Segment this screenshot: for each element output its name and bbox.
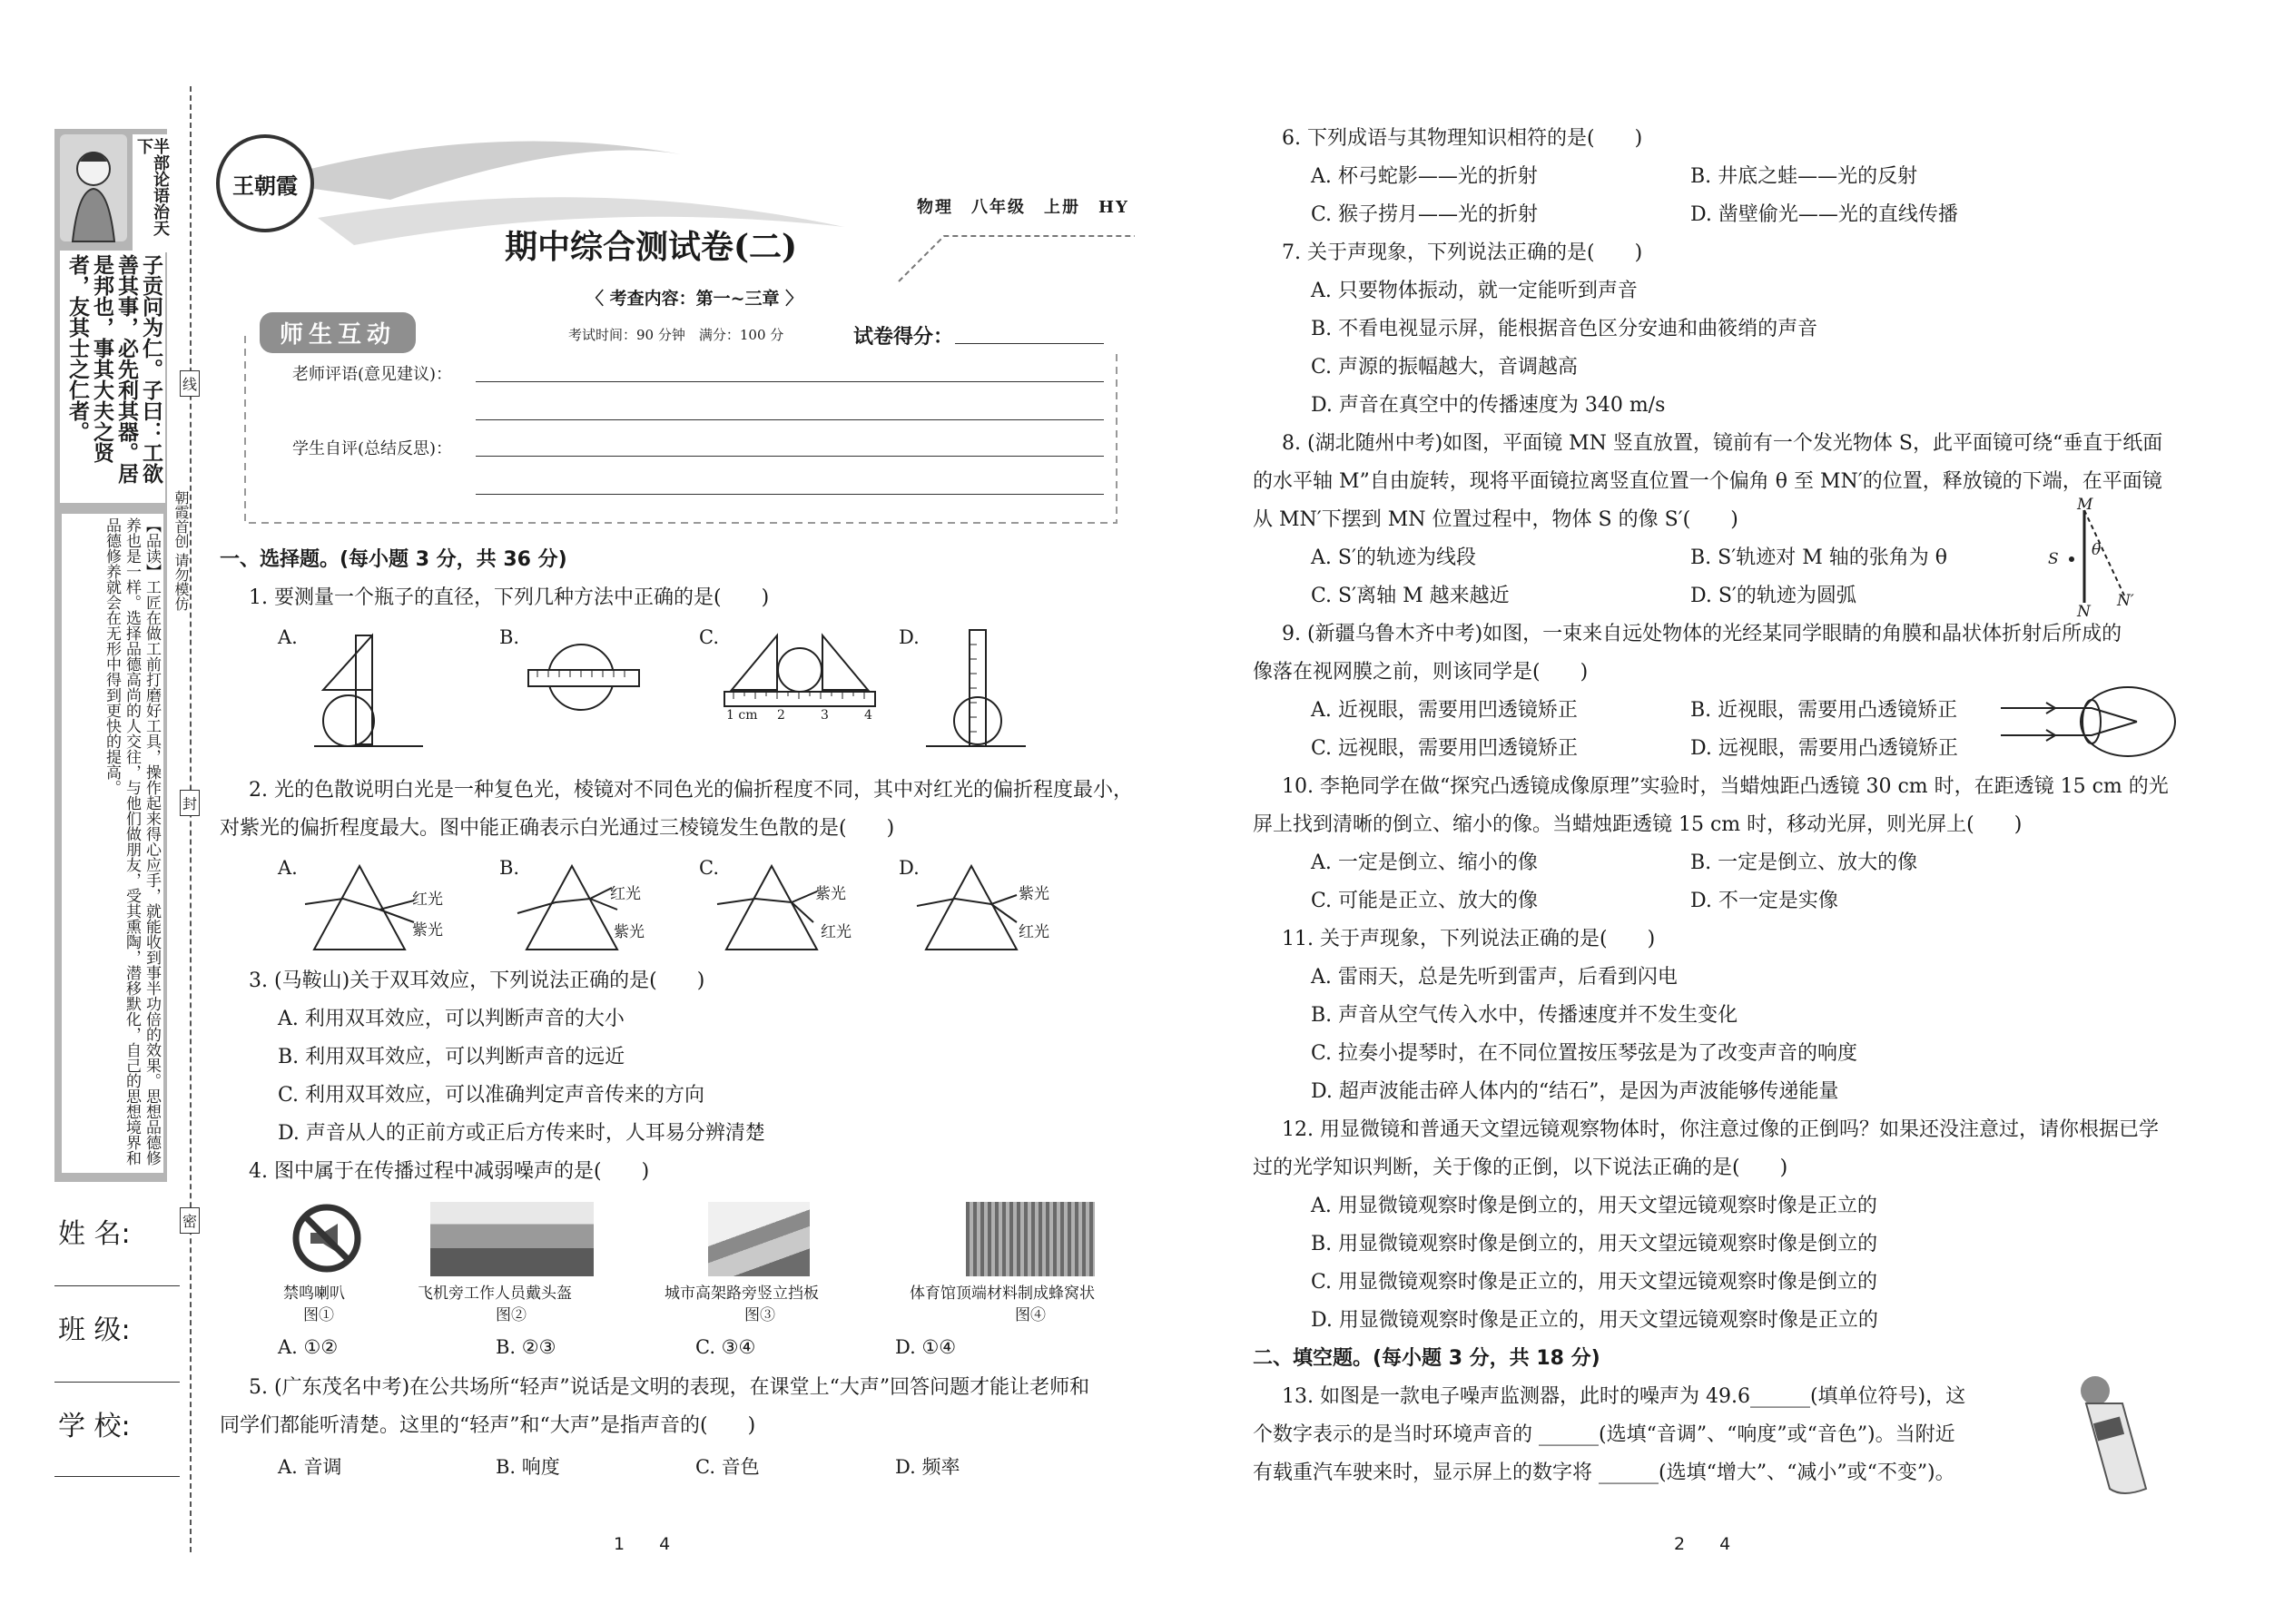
q4-option-a[interactable]: A. ①② [278, 1336, 339, 1358]
q6-option-a[interactable]: A. 杯弓蛇影——光的折射 [1311, 165, 1538, 188]
q4-caption-3: 城市高架路旁竖立挡板 [665, 1284, 819, 1303]
question-5-line-1: 5. (广东茂名中考)在公共场所“轻声”说话是文明的表现，在课堂上“大声”回答问题才能让老师和 [249, 1376, 1090, 1399]
question-8-line-1: 8. (湖北随州中考)如图，平面镜 MN 竖直放置，镜前有一个发光物体 S，此平面镜可绕“垂直于纸面 [1282, 432, 2163, 455]
q1-figure-a [314, 626, 432, 753]
q4-fig-1: 图① [303, 1306, 334, 1324]
q4-caption-1: 禁鸣喇叭 [283, 1284, 345, 1303]
portrait-icon [60, 134, 127, 241]
margin-note: 朝霞首创 请勿模仿 [172, 490, 190, 612]
q5-option-d[interactable]: D. 频率 [895, 1456, 960, 1478]
q3-option-d[interactable]: D. 声音从人的正前方或正后方传来时，人耳易分辨清楚 [278, 1122, 765, 1145]
ruler-label-3: 3 [821, 708, 829, 723]
q11-option-d[interactable]: D. 超声波能击碎人体内的“结石”，是因为声波能够传递能量 [1311, 1080, 1839, 1103]
q2-b-label-1: 红光 [610, 885, 641, 903]
page-number-left: 1 4 [614, 1534, 671, 1554]
class-field[interactable] [54, 1382, 180, 1383]
q2-b-label-2: 紫光 [614, 923, 645, 941]
q9-option-c[interactable]: C. 远视眼，需要用凹透镜矫正 [1311, 737, 1579, 760]
ruler-label-1: 1 cm [726, 708, 758, 723]
teacher-comment-label: 老师评语(意见建议)： [292, 365, 453, 384]
q8-option-c[interactable]: C. S′离轴 M 越来越近 [1311, 585, 1510, 607]
question-2-line-2: 对紫光的偏折程度最大。图中能正确表示白光通过三棱镜发生色散的是( ) [220, 817, 895, 840]
question-3: 3. (马鞍山)关于双耳效应，下列说法正确的是( ) [249, 969, 705, 992]
question-1: 1. 要测量一个瓶子的直径，下列几种方法中正确的是( ) [249, 586, 770, 609]
q2-prism-d [917, 862, 1080, 953]
q2-c-label-1: 紫光 [815, 885, 846, 903]
q8-option-b[interactable]: B. S′轨迹对 M 轴的张角为 θ [1690, 546, 1947, 569]
q4-fig-4: 图④ [1015, 1306, 1046, 1324]
q2-option-d[interactable]: D. [899, 857, 920, 879]
q1-option-b[interactable]: B. [499, 626, 520, 648]
q4-option-c[interactable]: C. ③④ [695, 1336, 756, 1358]
q6-option-b[interactable]: B. 井底之蛙——光的反射 [1690, 165, 1918, 188]
q2-a-label-2: 紫光 [412, 921, 443, 940]
section-fill-heading: 二、填空题。(每小题 3 分，共 18 分) [1253, 1347, 1600, 1370]
q12-option-d[interactable]: D. 用显微镜观察时像是正立的，用天文望远镜观察时像是正立的 [1311, 1309, 1878, 1332]
eye-figure [2001, 681, 2182, 763]
q4-option-b[interactable]: B. ②③ [496, 1336, 556, 1358]
question-6: 6. 下列成语与其物理知识相符的是( ) [1282, 127, 1643, 150]
q2-d-label-1: 紫光 [1019, 885, 1049, 903]
q8-mirror-figure [2061, 505, 2170, 614]
q8-label-n-prime: N′ [2117, 592, 2134, 610]
q2-prism-c [717, 862, 881, 953]
question-2-line-1: 2. 光的色散说明白光是一种复色光，棱镜对不同色光的偏折程度不同，其中对红光的偏折程度最小， [249, 779, 1133, 802]
confucius-portrait [60, 134, 127, 241]
noise-meter-icon [2059, 1371, 2159, 1498]
page-number-right: 2 4 [1674, 1534, 1731, 1554]
question-11: 11. 关于声现象，下列说法正确的是( ) [1282, 928, 1656, 950]
page-title: 期中综合测试卷(二) [505, 228, 798, 266]
q4-caption-2: 飞机旁工作人员戴头盔 [418, 1284, 572, 1303]
q12-option-a[interactable]: A. 用显微镜观察时像是倒立的，用天文望远镜观察时像是正立的 [1311, 1195, 1877, 1217]
question-8-line-3: 从 MN′下摆到 MN 位置过程中，物体 S 的像 S′( ) [1253, 508, 1738, 531]
q10-option-c[interactable]: C. 可能是正立、放大的像 [1311, 890, 1539, 912]
class-label: 班 级: [58, 1314, 131, 1346]
q2-option-b[interactable]: B. [499, 857, 520, 879]
no-horn-icon [290, 1202, 363, 1275]
q9-option-a[interactable]: A. 近视眼，需要用凹透镜矫正 [1311, 699, 1578, 722]
q9-option-b[interactable]: B. 近视眼，需要用凸透镜矫正 [1690, 699, 1958, 722]
q1-option-d[interactable]: D. [899, 626, 920, 648]
q2-option-a[interactable]: A. [278, 857, 298, 879]
section-choice-heading: 一、选择题。(每小题 3 分，共 36 分) [220, 548, 567, 571]
q11-option-a[interactable]: A. 雷雨天，总是先听到雷声，后看到闪电 [1311, 966, 1678, 989]
exam-scope: 〈 考查内容：第一~三章 〉 [586, 289, 803, 309]
brand-name: 王朝霞 [232, 172, 298, 199]
question-13-line-1: 13. 如图是一款电子噪声监测器，此时的噪声为 49.6______(填单位符号)，这 [1282, 1385, 1966, 1408]
q9-option-d[interactable]: D. 远视眼，需要用凸透镜矫正 [1690, 737, 1958, 760]
q11-option-c[interactable]: C. 拉奏小提琴时，在不同位置按压琴弦是为了改变声音的响度 [1311, 1042, 1858, 1065]
cut-mark-3: 密 [180, 1207, 200, 1234]
q8-label-m: M [2077, 496, 2093, 514]
question-9-line-1: 9. (新疆乌鲁木齐中考)如图，一束来自远处物体的光经某同学眼睛的角膜和晶状体折射后所成的 [1282, 623, 2122, 645]
q1-option-a[interactable]: A. [278, 626, 298, 648]
q1-figure-b [527, 635, 645, 726]
q3-option-c[interactable]: C. 利用双耳效应，可以准确判定声音传来的方向 [278, 1084, 705, 1107]
q4-fig-2: 图② [496, 1306, 527, 1324]
cut-line [190, 86, 192, 1552]
q8-label-theta: θ [2092, 541, 2102, 559]
question-13-line-3: 有载重汽车驶来时，显示屏上的数字将 ______(选填“增大”、“减小”或“不变”)。 [1253, 1462, 1955, 1484]
photo-stadium-roof [966, 1202, 1095, 1276]
question-10-line-2: 屏上找到清晰的倒立、缩小的像。当蜡烛距透镜 15 cm 时，移动光屏，则光屏上( ) [1253, 813, 2023, 836]
school-label: 学 校: [58, 1411, 131, 1442]
question-4: 4. 图中属于在传播过程中减弱噪声的是( ) [249, 1160, 650, 1183]
q12-option-b[interactable]: B. 用显微镜观察时像是倒立的，用天文望远镜观察时像是倒立的 [1311, 1233, 1878, 1255]
q10-option-d[interactable]: D. 不一定是实像 [1690, 890, 1838, 912]
q3-option-a[interactable]: A. 利用双耳效应，可以判断声音的大小 [278, 1008, 625, 1030]
q7-option-a[interactable]: A. 只要物体振动，就一定能听到声音 [1311, 280, 1638, 302]
ruler-label-2: 2 [777, 708, 785, 723]
q11-option-b[interactable]: B. 声音从空气传入水中，传播速度并不发生变化 [1311, 1004, 1738, 1027]
ruler-label-4: 4 [864, 708, 872, 723]
question-10-line-1: 10. 李艳同学在做“探究凸透镜成像原理”实验时，当蜡烛距凸透镜 30 cm 时，在距透镜 15 cm 的光 [1282, 775, 2169, 798]
q12-option-c[interactable]: C. 用显微镜观察时像是正立的，用天文望远镜观察时像是倒立的 [1311, 1271, 1878, 1294]
q4-fig-3: 图③ [744, 1306, 775, 1324]
q3-option-b[interactable]: B. 利用双耳效应，可以判断声音的远近 [278, 1046, 625, 1068]
header-frame [245, 336, 1135, 523]
q5-option-b[interactable]: B. 响度 [496, 1456, 560, 1478]
q4-caption-4: 体育馆顶端材料制成蜂窝状 [910, 1284, 1095, 1303]
q2-c-label-2: 红光 [821, 923, 852, 941]
exam-info: 考试时间：90 分钟 满分：100 分 [568, 327, 784, 343]
q8-label-n: N [2077, 603, 2091, 621]
q2-prism-b [517, 862, 681, 953]
q7-option-c[interactable]: C. 声源的振幅越大，音调越高 [1311, 356, 1579, 379]
student-comment-label: 学生自评(总结反思)： [292, 439, 453, 458]
q8-option-a[interactable]: A. S′的轨迹为线段 [1311, 546, 1476, 569]
q2-prism-a [305, 862, 468, 953]
photo-highway-barrier [708, 1202, 810, 1276]
q7-option-d[interactable]: D. 声音在真空中的传播速度为 340 m/s [1311, 394, 1666, 417]
subject-tag: 物理 八年级 上册 HY [917, 198, 1129, 217]
q2-d-label-2: 红光 [1019, 923, 1049, 941]
question-9-line-2: 像落在视网膜之前，则该同学是( ) [1253, 661, 1589, 684]
question-8-line-2: 的水平轴 M”自由旋转，现将平面镜拉离竖直位置一个偏角 θ 至 MN′的位置，释放镜的下端，在平面镜 [1253, 470, 2162, 493]
q2-a-label-1: 红光 [412, 891, 443, 909]
school-field[interactable] [54, 1476, 180, 1477]
q8-option-d[interactable]: D. S′的轨迹为圆弧 [1690, 585, 1856, 607]
score-label: 试卷得分： [853, 325, 954, 349]
cut-mark-2: 封 [180, 790, 200, 816]
q6-option-d[interactable]: D. 凿壁偷光——光的直线传播 [1690, 203, 1958, 226]
motto-title: 半部论语治天下 [133, 134, 171, 252]
cut-mark-1: 线 [180, 370, 200, 397]
question-13-line-2: 个数字表示的是当时环境声音的 ______(选填“音调”、“响度”或“音色”)。当附近 [1253, 1423, 1955, 1446]
photo-airport-worker [430, 1202, 594, 1276]
q7-option-b[interactable]: B. 不看电视显示屏，能根据音色区分安迪和曲筱绡的声音 [1311, 318, 1818, 340]
name-field[interactable] [54, 1285, 180, 1286]
q6-option-c[interactable]: C. 猴子捞月——光的折射 [1311, 203, 1539, 226]
q1-option-c[interactable]: C. [699, 626, 719, 648]
question-12-line-2: 过的光学知识判断，关于像的正倒，以下说法正确的是( ) [1253, 1156, 1788, 1179]
q2-option-c[interactable]: C. [699, 857, 719, 879]
quote-commentary: 【品读】工匠在做工前打磨好工具，操作起来得心应手，就能收到事半功倍的效果。思想品德修养也是一样。选择品德高尚的人交往，与他们做朋友，受其熏陶，潜移默化，自己的思想境界和品德修养就会在无形中得到更快的提高。 [62, 514, 163, 1173]
q10-option-b[interactable]: B. 一定是倒立、放大的像 [1690, 851, 1918, 874]
q8-label-s: S [2048, 550, 2059, 568]
question-12-line-1: 12. 用显微镜和普通天文望远镜观察物体时，你注意过像的正倒吗？如果还没注意过，请你根据已学 [1282, 1118, 2159, 1141]
q1-figure-d [926, 626, 1026, 753]
q5-option-c[interactable]: C. 音色 [695, 1456, 760, 1478]
question-5-line-2: 同学们都能听清楚。这里的“轻声”和“大声”是指声音的( ) [220, 1414, 756, 1437]
confucius-quote: 子贡问为仁。子曰：工欲善其事，必先利其器。居是邦也，事其大夫之贤者，友其士之仁者。 [60, 251, 165, 503]
question-7: 7. 关于声现象，下列说法正确的是( ) [1282, 241, 1643, 264]
q10-option-a[interactable]: A. 一定是倒立、缩小的像 [1311, 851, 1538, 874]
interaction-badge: 师生互动 [260, 312, 416, 353]
q4-option-d[interactable]: D. ①④ [895, 1336, 957, 1358]
q5-option-a[interactable]: A. 音调 [278, 1456, 342, 1478]
brand-logo [216, 134, 314, 232]
name-label: 姓 名: [58, 1218, 131, 1250]
